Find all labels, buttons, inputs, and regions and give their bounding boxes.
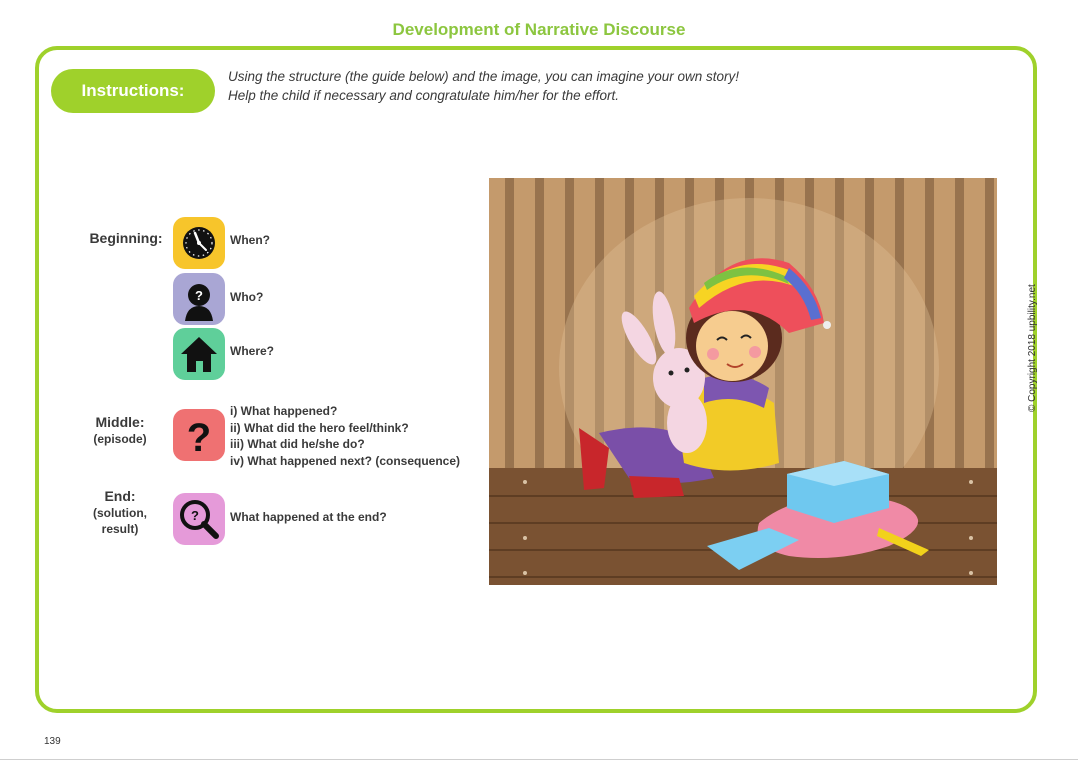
- page-number: 139: [44, 736, 61, 747]
- middle-label: [80, 414, 160, 447]
- story-illustration: [489, 178, 997, 585]
- middle-question-1: i) What happened?: [230, 404, 338, 418]
- instructions-line-1: Using the structure (the guide below) and the image, you can imagine your own story!: [228, 69, 740, 84]
- instructions-label: Instructions:: [51, 69, 215, 113]
- middle-question-4: iv) What happened next? (consequence): [230, 453, 461, 468]
- page-title: Development of Narrative Discourse: [392, 20, 686, 39]
- beginning-label: Beginning:: [89, 230, 163, 246]
- svg-text:?: ?: [186, 416, 212, 460]
- middle-sublabel: (episode): [93, 432, 147, 446]
- end-sublabel-1: (solution,: [93, 506, 147, 520]
- question-mark-icon: [173, 409, 225, 461]
- when-question: When?: [230, 233, 270, 247]
- copyright-text: © Copyright 2018 upbility.net: [1027, 284, 1038, 412]
- end-sublabel-2: result): [101, 522, 139, 536]
- middle-question-3: iii) What did he/she do?: [230, 437, 365, 451]
- magnifier-question-icon: [173, 493, 225, 545]
- end-label-text: End:: [104, 488, 136, 504]
- house-icon: [173, 328, 225, 380]
- middle-label-text: Middle:: [95, 414, 145, 430]
- svg-text:?: ?: [195, 288, 203, 303]
- middle-questions-list: [230, 403, 460, 469]
- clock-icon: [173, 217, 225, 269]
- middle-question-2: ii) What did the hero feel/think?: [230, 420, 409, 435]
- bottom-divider: [0, 759, 1078, 760]
- where-question: Where?: [230, 344, 275, 358]
- who-question: Who?: [230, 290, 264, 304]
- instructions-line-2: Help the child if necessary and congratulate him/her for the effort.: [228, 88, 619, 103]
- instructions-text: [228, 67, 848, 105]
- svg-text:?: ?: [191, 508, 199, 523]
- person-question-icon: [173, 273, 225, 325]
- end-label: [78, 488, 162, 537]
- end-question: What happened at the end?: [230, 510, 387, 524]
